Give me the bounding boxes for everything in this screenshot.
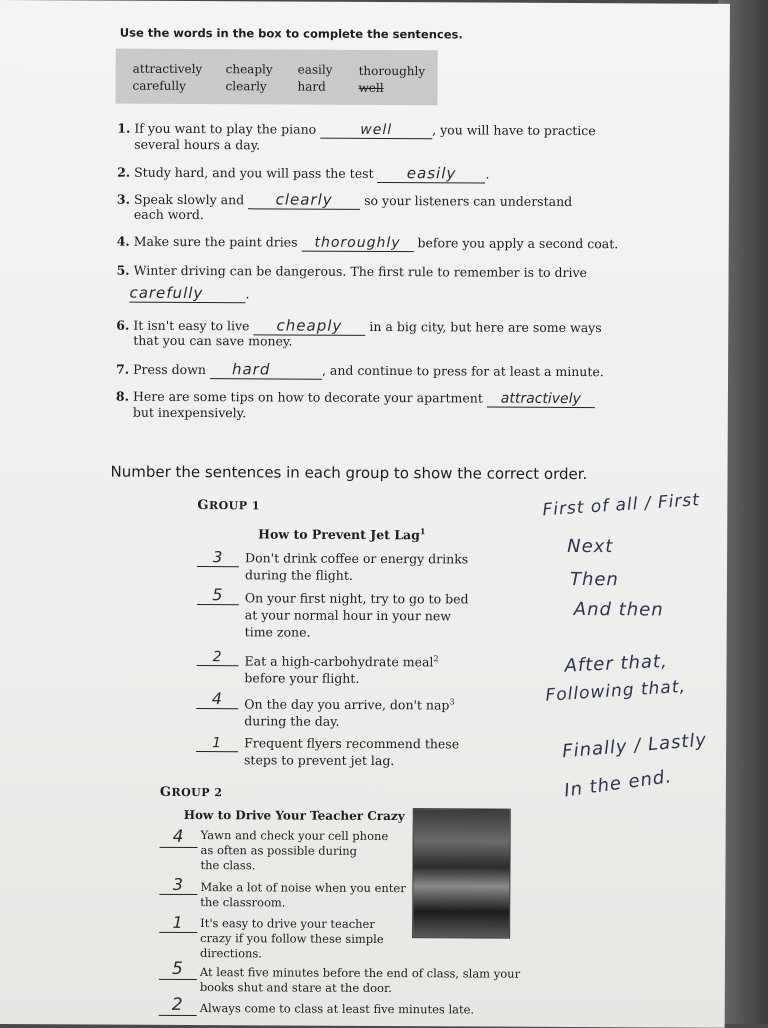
- handwritten-note: And then: [573, 599, 664, 621]
- order-blank[interactable]: 1: [159, 913, 197, 933]
- exercise1-item-3: 3. Speak slowly and clearly so your listeners can understand: [116, 190, 573, 209]
- order-blank[interactable]: 3: [197, 547, 239, 567]
- order-blank[interactable]: 2: [159, 995, 197, 1016]
- exercise1-item-1: 1. If you want to play the piano well , you will have to practice: [117, 120, 596, 139]
- word-box-item: clearly: [225, 79, 267, 94]
- exercise1-item-7: 7. Press down hard , and continue to press for at least a minute.: [116, 360, 604, 380]
- word-box-item: easily: [297, 62, 333, 77]
- group1-item: On the day you arrive, don't nap$^3$ during the day.: [244, 696, 455, 729]
- group2-label: GROUP 2: [159, 784, 223, 800]
- exercise1-item-2: 2. Study hard, and you will pass the test easily .: [117, 164, 490, 183]
- group1-item: Frequent flyers recommend these steps to prevent jet lag.: [243, 735, 460, 769]
- word-box-item: attractively: [132, 61, 203, 77]
- answer-blank[interactable]: cheaply: [253, 317, 365, 336]
- exercise1-item-5: 5. Winter driving can be dangerous. The first rule to remember is to drive: [116, 262, 588, 281]
- answer-blank[interactable]: clearly: [248, 191, 360, 210]
- group2-item: Always come to class at least five minutes late.: [199, 1001, 475, 1017]
- group2-item: It's easy to drive your teacher crazy if you follow these simple directions.: [199, 916, 384, 961]
- handwritten-note: After that,: [564, 650, 669, 677]
- sentence-continuation: several hours a day.: [134, 136, 261, 153]
- group1-item: Eat a high-carbohydrate meal$^2$ before your flight.: [244, 653, 439, 687]
- answer-blank[interactable]: thoroughly: [301, 235, 413, 253]
- handwritten-note: First of all / First: [541, 490, 701, 521]
- exercise1-instruction: Use the words in the box to complete the sentences.: [119, 25, 463, 42]
- group1-item: On your first night, try to go to bed at your normal hour in your new time zone.: [244, 590, 469, 640]
- order-blank[interactable]: 5: [197, 585, 239, 605]
- answer-blank[interactable]: easily: [378, 165, 486, 184]
- answer-blank[interactable]: carefully: [129, 285, 245, 304]
- group1-label: GROUP 1: [197, 498, 261, 514]
- handwritten-note: Finally / Lastly: [561, 729, 708, 763]
- exercise1-item-6: 6. It isn't easy to live cheaply in a big city, but here are some ways: [116, 316, 602, 336]
- group1-item: Don't drink coffee or energy drinks during the flight.: [244, 550, 469, 583]
- answer-blank[interactable]: attractively: [487, 391, 595, 409]
- sentence-continuation: that you can save money.: [133, 332, 293, 349]
- exercise1-item-4: 4. Make sure the paint dries thoroughly before you apply a second coat.: [116, 233, 619, 252]
- group2-item: Make a lot of noise when you enter the classroom.: [200, 880, 406, 910]
- exercise2-heading: Number the sentences in each group to show the correct order.: [110, 462, 588, 484]
- sentence-continuation: but inexpensively.: [132, 404, 247, 421]
- word-box-item: carefully: [132, 78, 186, 93]
- order-blank[interactable]: 2: [197, 646, 239, 666]
- answer-blank[interactable]: hard: [210, 361, 322, 380]
- order-blank[interactable]: 3: [159, 875, 197, 895]
- word-box-item: thoroughly: [358, 63, 426, 79]
- answer-blank[interactable]: well: [320, 122, 432, 140]
- handwritten-note: In the end.: [562, 766, 674, 802]
- classroom-photo: [412, 808, 511, 939]
- order-blank[interactable]: 1: [196, 732, 238, 752]
- order-blank[interactable]: 4: [160, 827, 198, 848]
- exercise1-item-8: 8. Here are some tips on how to decorate your apartment attractively: [116, 389, 595, 409]
- handwritten-note: Then: [569, 568, 619, 591]
- handwritten-note: Next: [567, 535, 614, 558]
- order-blank[interactable]: 5: [159, 959, 197, 980]
- exercise1-item-5-answer: carefully .: [129, 283, 250, 303]
- group2-item: Yawn and check your cell phone as often as possible during the class.: [200, 828, 389, 873]
- word-box-item-crossed: well: [358, 80, 384, 96]
- group2-title: How to Drive Your Teacher Crazy: [183, 807, 405, 824]
- group2-item: At least five minutes before the end of class, slam your books shut and stare at the door.: [199, 965, 521, 996]
- handwritten-note: Following that,: [544, 676, 687, 706]
- order-blank[interactable]: 4: [196, 689, 238, 709]
- group1-title: How to Prevent Jet Lag$^1$: [258, 526, 426, 543]
- word-box-item: cheaply: [225, 62, 273, 77]
- sentence-continuation: each word.: [133, 206, 204, 223]
- word-box-item: hard: [297, 79, 326, 94]
